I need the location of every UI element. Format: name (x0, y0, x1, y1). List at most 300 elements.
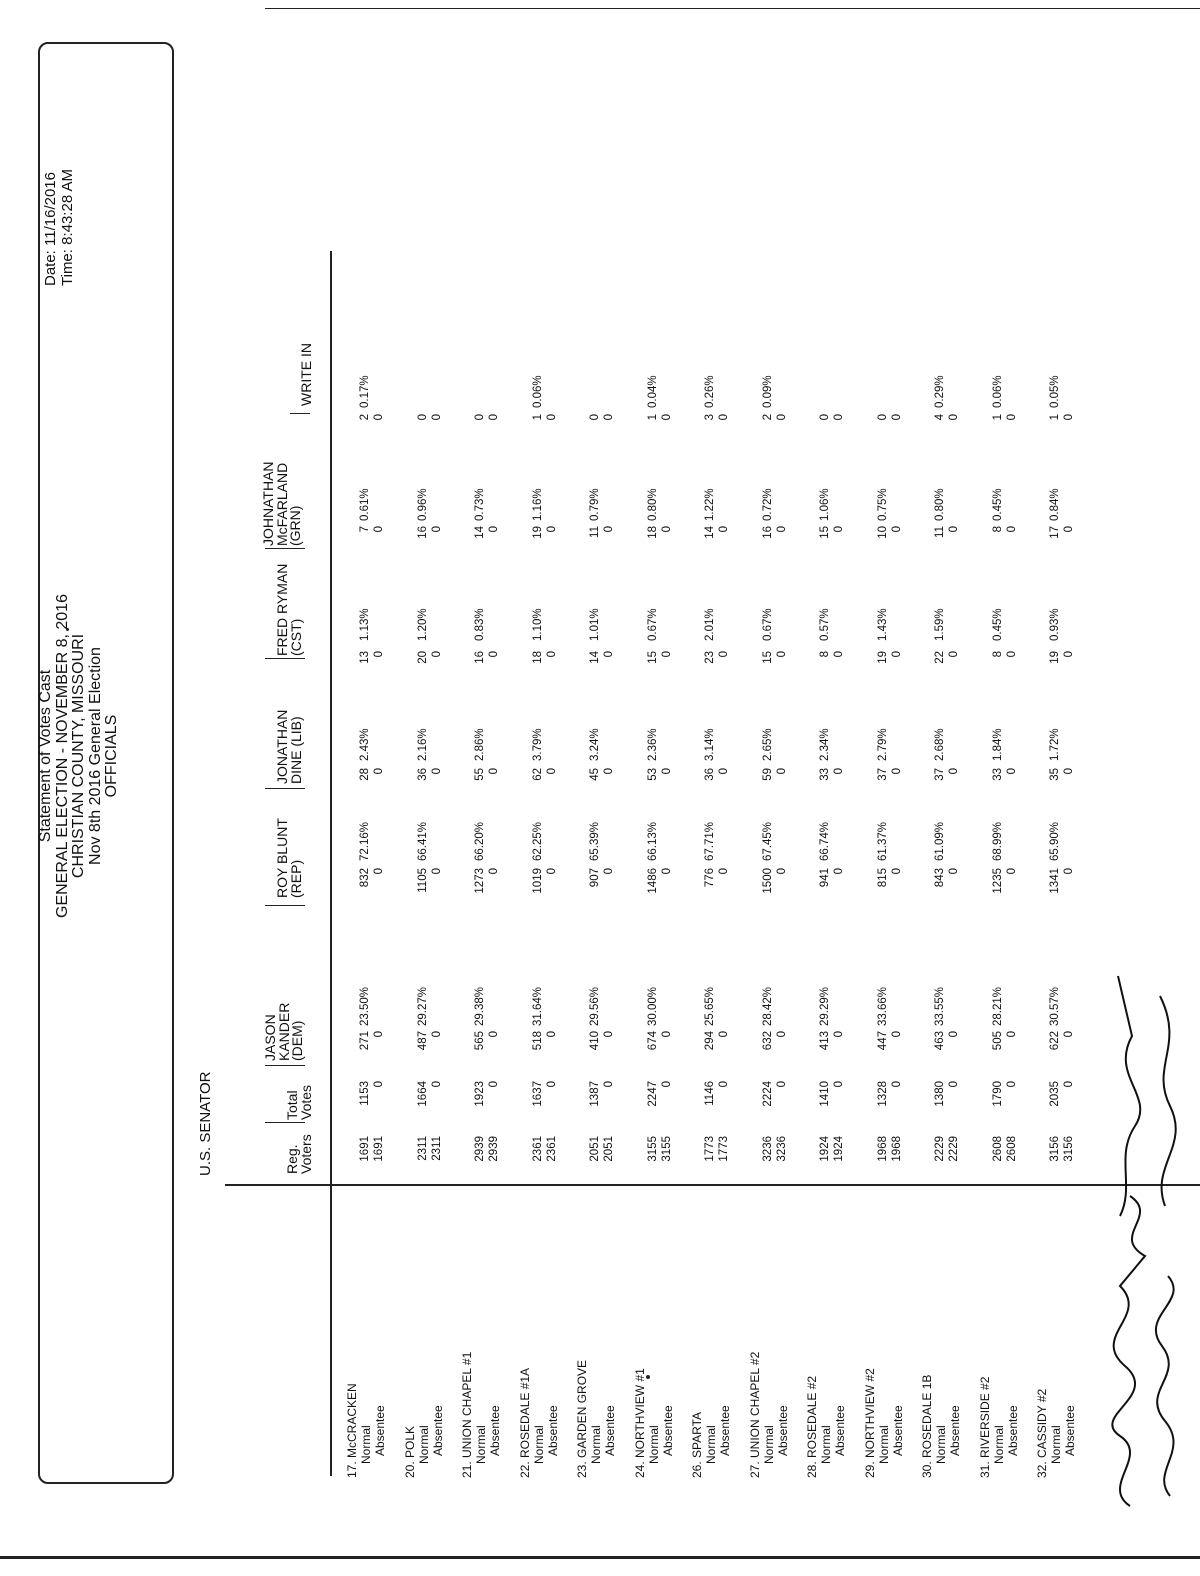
reg-voters-cell: 2608 (991, 1136, 1004, 1162)
kander-percent-cell: 29.38% (474, 986, 486, 1026)
kander-votes-cell: 622 (1049, 1031, 1061, 1051)
reg-voters-cell: 1924 (819, 1136, 831, 1162)
col-separator (265, 1122, 305, 1123)
mcfarland-votes-absentee-cell: 0 (373, 526, 385, 533)
dine-votes-absentee-cell: 0 (948, 768, 960, 775)
mcfarland-votes-cell: 8 (991, 526, 1004, 533)
absentee-label: Absentee (1063, 1405, 1077, 1456)
dine-votes-cell: 36 (416, 768, 429, 781)
total-votes-cell: 1146 (704, 1081, 716, 1106)
ryman-votes-cell: 20 (416, 651, 429, 664)
normal-label: Normal (474, 1425, 488, 1464)
writein-votes-absentee-cell: 0 (430, 414, 443, 421)
writein-votes-absentee-cell: 0 (603, 414, 615, 421)
ryman-votes-cell: 15 (761, 651, 774, 664)
writein-votes-cell: 1 (991, 414, 1004, 421)
report-subtitle: Nov 8th 2016 General Election (86, 647, 104, 865)
normal-label: Normal (1049, 1425, 1063, 1464)
blunt-votes-absentee-cell: 0 (373, 868, 385, 875)
blunt-votes-cell: 941 (819, 868, 831, 888)
writein-votes-cell: 0 (416, 414, 429, 421)
writein-votes-cell: 0 (819, 414, 831, 421)
mcfarland-percent-cell: 0.73% (474, 488, 486, 521)
writein-votes-absentee-cell: 0 (718, 414, 730, 421)
blunt-percent-cell: 68.99% (991, 821, 1004, 861)
dine-votes-cell: 62 (531, 768, 544, 781)
ryman-percent-cell: 1.10% (531, 608, 544, 641)
normal-label: Normal (934, 1425, 948, 1464)
blunt-votes-absentee-cell: 0 (660, 868, 673, 875)
kander-votes-absentee-cell: 0 (1005, 1031, 1018, 1038)
dine-votes-cell: 33 (991, 768, 1004, 781)
dine-percent-cell: 2.79% (876, 728, 889, 761)
blunt-votes-cell: 1105 (416, 868, 429, 893)
mcfarland-votes-absentee-cell: 0 (545, 526, 558, 533)
mcfarland-votes-absentee-cell: 0 (1005, 526, 1018, 533)
reg-voters-absentee-cell: 2051 (603, 1136, 615, 1162)
kander-percent-cell: 33.55% (934, 986, 946, 1026)
writein-votes-cell: 2 (761, 414, 774, 421)
normal-label: Normal (819, 1425, 833, 1464)
dine-votes-absentee-cell: 0 (545, 768, 558, 775)
kander-percent-cell: 29.56% (589, 986, 601, 1026)
writein-votes-cell: 1 (1049, 414, 1061, 421)
report-type: OFFICIALS (103, 714, 120, 798)
mcfarland-percent-cell: 1.22% (704, 488, 716, 521)
reg-voters-absentee-cell: 2229 (948, 1136, 960, 1162)
writein-votes-cell: 0 (589, 414, 601, 421)
dine-votes-absentee-cell: 0 (718, 768, 730, 775)
mcfarland-votes-cell: 16 (761, 526, 774, 539)
absentee-label: Absentee (430, 1405, 445, 1456)
absentee-label: Absentee (660, 1405, 675, 1456)
dine-votes-cell: 37 (934, 768, 946, 781)
writein-votes-absentee-cell: 0 (488, 414, 500, 421)
reg-voters-absentee-cell: 3236 (775, 1136, 788, 1162)
dine-votes-absentee-cell: 0 (890, 768, 903, 775)
col-header-write-in: WRITE IN (298, 343, 314, 406)
blunt-percent-cell: 66.74% (819, 821, 831, 861)
kander-votes-absentee-cell: 0 (488, 1031, 500, 1038)
kander-percent-cell: 29.27% (416, 986, 429, 1026)
report-datetime (42, 169, 76, 286)
normal-label: Normal (646, 1425, 661, 1464)
blunt-votes-cell: 1341 (1049, 868, 1061, 894)
writein-percent-cell: 0.06% (531, 375, 544, 408)
ryman-votes-cell: 23 (704, 651, 716, 664)
blunt-votes-cell: 1500 (761, 868, 774, 894)
total-votes-cell: 1380 (934, 1081, 946, 1107)
absentee-label: Absentee (833, 1405, 847, 1456)
absentee-label: Absentee (775, 1405, 790, 1456)
kander-votes-cell: 271 (359, 1031, 371, 1051)
dine-votes-absentee-cell: 0 (603, 768, 615, 775)
mcfarland-percent-cell: 0.79% (589, 488, 601, 521)
reg-voters-absentee-cell: 1773 (718, 1136, 730, 1162)
total-votes-absentee-cell: 0 (545, 1081, 558, 1088)
dine-votes-absentee-cell: 0 (488, 768, 500, 775)
col-separator (265, 905, 305, 906)
precinct-row (805, 1376, 847, 1478)
total-votes-cell: 1328 (876, 1081, 889, 1107)
col-separator (290, 413, 310, 414)
ryman-votes-cell: 15 (646, 651, 659, 664)
reg-voters-cell: 1773 (704, 1136, 716, 1162)
mcfarland-votes-absentee-cell: 0 (948, 526, 960, 533)
dine-votes-absentee-cell: 0 (1005, 768, 1018, 775)
reg-voters-absentee-cell: 3156 (1063, 1136, 1075, 1162)
mcfarland-percent-cell: 1.06% (819, 488, 831, 521)
reg-voters-absentee-cell: 1968 (890, 1136, 903, 1162)
total-votes-cell: 1637 (531, 1081, 544, 1107)
ryman-percent-cell: 2.01% (704, 608, 716, 641)
mcfarland-votes-cell: 7 (359, 526, 371, 533)
precinct-row (920, 1375, 962, 1478)
writein-percent-cell: 0.05% (1049, 375, 1061, 408)
precinct-row (863, 1368, 905, 1478)
writein-votes-absentee-cell: 0 (948, 414, 960, 421)
ryman-votes-cell: 19 (1049, 651, 1061, 664)
kander-votes-cell: 410 (589, 1031, 601, 1051)
mcfarland-votes-cell: 16 (416, 526, 429, 539)
total-votes-absentee-cell: 0 (488, 1081, 500, 1088)
dine-votes-cell: 53 (646, 768, 659, 781)
blunt-votes-cell: 907 (589, 868, 601, 888)
normal-label: Normal (876, 1425, 891, 1464)
dine-percent-cell: 2.65% (761, 728, 774, 761)
blunt-percent-cell: 67.45% (761, 821, 774, 861)
blunt-votes-absentee-cell: 0 (545, 868, 558, 875)
reg-voters-cell: 3155 (646, 1136, 659, 1162)
ryman-votes-absentee-cell: 0 (775, 651, 788, 658)
blunt-votes-absentee-cell: 0 (430, 868, 443, 875)
blunt-percent-cell: 65.39% (589, 821, 601, 861)
reg-voters-cell: 2361 (531, 1136, 544, 1162)
ryman-percent-cell: 0.57% (819, 608, 831, 641)
precinct-name: 17. McCRACKEN (345, 1383, 359, 1478)
kander-votes-absentee-cell: 0 (948, 1031, 960, 1038)
reg-voters-absentee-cell: 3155 (660, 1136, 673, 1162)
mcfarland-votes-cell: 18 (646, 526, 659, 539)
total-votes-absentee-cell: 0 (890, 1081, 903, 1088)
total-votes-cell: 1664 (416, 1081, 429, 1107)
kander-percent-cell: 30.57% (1049, 986, 1061, 1026)
reg-voters-cell: 2229 (934, 1136, 946, 1162)
mcfarland-percent-cell: 1.16% (531, 488, 544, 521)
precinct-row (460, 1352, 502, 1478)
kander-votes-absentee-cell: 0 (373, 1031, 385, 1038)
reg-voters-cell: 2051 (589, 1136, 601, 1162)
dine-votes-absentee-cell: 0 (833, 768, 845, 775)
blunt-votes-absentee-cell: 0 (890, 868, 903, 875)
blunt-percent-cell: 65.90% (1049, 821, 1061, 861)
ryman-votes-absentee-cell: 0 (948, 651, 960, 658)
kander-votes-absentee-cell: 0 (890, 1031, 903, 1038)
precinct-name: 21. UNION CHAPEL #1 (460, 1351, 474, 1478)
dine-votes-cell: 28 (359, 768, 371, 781)
kander-votes-absentee-cell: 0 (1063, 1031, 1075, 1038)
writein-votes-cell: 1 (531, 414, 544, 421)
dine-votes-absentee-cell: 0 (373, 768, 385, 775)
blunt-votes-absentee-cell: 0 (1005, 868, 1018, 875)
total-votes-absentee-cell: 0 (775, 1081, 788, 1088)
reg-voters-cell: 1691 (359, 1136, 371, 1162)
absentee-label: Absentee (488, 1405, 502, 1456)
blunt-votes-absentee-cell: 0 (603, 868, 615, 875)
normal-label: Normal (991, 1425, 1006, 1464)
normal-label: Normal (416, 1425, 431, 1464)
absentee-label: Absentee (948, 1405, 962, 1456)
normal-label: Normal (589, 1425, 603, 1464)
precinct-row (748, 1352, 790, 1478)
col-header-blunt: ROY BLUNT (REP) (274, 818, 304, 898)
ryman-votes-absentee-cell: 0 (890, 651, 903, 658)
mcfarland-votes-absentee-cell: 0 (890, 526, 903, 533)
dine-votes-absentee-cell: 0 (660, 768, 673, 775)
kander-votes-absentee-cell: 0 (545, 1031, 558, 1038)
writein-votes-cell: 0 (474, 414, 486, 421)
dine-votes-cell: 33 (819, 768, 831, 781)
col-header-dine: JONATHAN DINE (LIB) (274, 709, 304, 784)
header-underline (330, 251, 332, 1476)
blunt-votes-cell: 832 (359, 868, 371, 888)
mcfarland-votes-absentee-cell: 0 (833, 526, 845, 533)
blunt-votes-cell: 776 (704, 868, 716, 888)
dine-percent-cell: 2.43% (359, 728, 371, 761)
mcfarland-percent-cell: 0.61% (359, 488, 371, 521)
ryman-percent-cell: 1.59% (934, 608, 946, 641)
kander-votes-absentee-cell: 0 (603, 1031, 615, 1038)
report-time: Time: 8:43:28 AM (59, 169, 76, 286)
mcfarland-votes-absentee-cell: 0 (603, 526, 615, 533)
absentee-label: Absentee (373, 1405, 387, 1456)
dine-percent-cell: 3.24% (589, 728, 601, 761)
normal-label: Normal (531, 1425, 546, 1464)
reg-voters-cell: 2939 (474, 1136, 486, 1162)
col-header-kander: JASON KANDER (DEM) (262, 1002, 305, 1061)
mcfarland-percent-cell: 0.72% (761, 488, 774, 521)
election-name: GENERAL ELECTION - NOVEMBER 8, 2016 (53, 594, 71, 918)
writein-percent-cell: 0.29% (934, 375, 946, 408)
mcfarland-votes-cell: 14 (474, 526, 486, 539)
writein-votes-cell: 1 (646, 414, 659, 421)
dine-percent-cell: 2.34% (819, 728, 831, 761)
ryman-percent-cell: 1.20% (416, 608, 429, 641)
mcfarland-votes-cell: 17 (1049, 526, 1061, 539)
absentee-label: Absentee (603, 1405, 617, 1456)
ryman-votes-absentee-cell: 0 (660, 651, 673, 658)
report-title: Statement of Votes Cast (37, 669, 54, 843)
precinct-name: 31. RIVERSIDE #2 (977, 1376, 992, 1478)
kander-percent-cell: 25.65% (704, 986, 716, 1026)
dine-votes-cell: 37 (876, 768, 889, 781)
mcfarland-votes-absentee-cell: 0 (430, 526, 443, 533)
ryman-percent-cell: 0.45% (991, 608, 1004, 641)
kander-percent-cell: 28.42% (761, 986, 774, 1026)
blunt-votes-absentee-cell: 0 (488, 868, 500, 875)
precinct-name: 30. ROSEDALE 1B (920, 1374, 934, 1478)
total-votes-cell: 1387 (589, 1081, 601, 1107)
total-votes-cell: 2224 (761, 1081, 774, 1107)
ryman-votes-absentee-cell: 0 (1063, 651, 1075, 658)
precinct-name: 23. GARDEN GROVE (575, 1359, 589, 1478)
kander-percent-cell: 31.64% (531, 986, 544, 1026)
col-header-reg-voters: Reg. Voters (284, 1134, 314, 1174)
ryman-votes-cell: 22 (934, 651, 946, 664)
blunt-percent-cell: 66.20% (474, 821, 486, 861)
mcfarland-votes-cell: 10 (876, 526, 889, 539)
ryman-votes-absentee-cell: 0 (718, 651, 730, 658)
reg-voters-absentee-cell: 1691 (373, 1136, 385, 1162)
total-votes-cell: 1923 (474, 1081, 486, 1107)
writein-votes-absentee-cell: 0 (545, 414, 558, 421)
ryman-votes-cell: 14 (589, 651, 601, 664)
mcfarland-votes-cell: 14 (704, 526, 716, 539)
normal-label: Normal (359, 1425, 373, 1464)
kander-votes-cell: 505 (991, 1031, 1004, 1051)
col-separator (265, 788, 305, 789)
blunt-percent-cell: 66.41% (416, 821, 429, 861)
precinct-name: 27. UNION CHAPEL #2 (747, 1351, 762, 1478)
absentee-label: Absentee (545, 1405, 560, 1456)
writein-votes-absentee-cell: 0 (373, 414, 385, 421)
ryman-votes-cell: 13 (359, 651, 371, 664)
reg-voters-absentee-cell: 2939 (488, 1136, 500, 1162)
blunt-percent-cell: 61.37% (876, 821, 889, 861)
reg-voters-absentee-cell: 1924 (833, 1136, 845, 1162)
mcfarland-votes-absentee-cell: 0 (775, 526, 788, 533)
reg-voters-cell: 3156 (1049, 1136, 1061, 1162)
dine-percent-cell: 3.79% (531, 728, 544, 761)
blunt-votes-cell: 1019 (531, 868, 544, 894)
ryman-votes-absentee-cell: 0 (833, 651, 845, 658)
report-header (38, 476, 121, 1036)
mcfarland-votes-absentee-cell: 0 (488, 526, 500, 533)
writein-percent-cell: 0.04% (646, 375, 659, 408)
precinct-name: 32. CASSIDY #2 (1035, 1388, 1049, 1478)
absentee-label: Absentee (890, 1405, 905, 1456)
writein-votes-absentee-cell: 0 (1063, 414, 1075, 421)
dine-percent-cell: 2.68% (934, 728, 946, 761)
blunt-votes-cell: 815 (876, 868, 889, 888)
kander-votes-cell: 463 (934, 1031, 946, 1051)
office-title: U.S. SENATOR (197, 1071, 214, 1176)
precinct-row (575, 1360, 617, 1478)
reg-voters-cell: 1968 (876, 1136, 889, 1162)
kander-votes-cell: 447 (876, 1031, 889, 1051)
precinct-row (1035, 1389, 1077, 1478)
ryman-votes-absentee-cell: 0 (373, 651, 385, 658)
kander-votes-absentee-cell: 0 (775, 1031, 788, 1038)
mcfarland-votes-cell: 19 (531, 526, 544, 539)
ryman-votes-cell: 18 (531, 651, 544, 664)
writein-percent-cell: 0.17% (359, 375, 371, 408)
normal-label: Normal (761, 1425, 776, 1464)
precinct-name: 24. NORTHVIEW #1 (632, 1368, 647, 1478)
col-header-ryman: FRED RYMAN (CST) (274, 563, 304, 656)
blunt-votes-absentee-cell: 0 (833, 868, 845, 875)
blunt-percent-cell: 62.25% (531, 821, 544, 861)
precinct-row (633, 1368, 675, 1478)
blunt-votes-absentee-cell: 0 (718, 868, 730, 875)
mcfarland-percent-cell: 0.45% (991, 488, 1004, 521)
writein-percent-cell: 0.26% (704, 375, 716, 408)
mcfarland-votes-absentee-cell: 0 (718, 526, 730, 533)
blunt-percent-cell: 61.09% (934, 821, 946, 861)
blunt-percent-cell: 67.71% (704, 821, 716, 861)
total-votes-cell: 1153 (359, 1081, 371, 1106)
ryman-percent-cell: 1.13% (359, 608, 371, 641)
reg-voters-cell: 3236 (761, 1136, 774, 1162)
precinct-row (978, 1377, 1020, 1478)
precinct-row (690, 1405, 732, 1478)
blunt-votes-absentee-cell: 0 (948, 868, 960, 875)
ryman-percent-cell: 0.67% (646, 608, 659, 641)
ryman-votes-cell: 16 (474, 651, 486, 664)
precinct-divider (225, 1185, 1200, 1187)
kander-percent-cell: 28.21% (991, 986, 1004, 1026)
mcfarland-votes-absentee-cell: 0 (660, 526, 673, 533)
writein-votes-absentee-cell: 0 (1005, 414, 1018, 421)
col-separator (265, 658, 305, 659)
kander-votes-absentee-cell: 0 (833, 1031, 845, 1038)
dine-percent-cell: 2.36% (646, 728, 659, 761)
total-votes-absentee-cell: 0 (373, 1081, 385, 1088)
writein-votes-absentee-cell: 0 (660, 414, 673, 421)
ryman-votes-cell: 8 (991, 651, 1004, 658)
ryman-votes-absentee-cell: 0 (603, 651, 615, 658)
precinct-name: 29. NORTHVIEW #2 (862, 1368, 877, 1478)
normal-label: Normal (704, 1425, 718, 1464)
precinct-row (345, 1383, 387, 1478)
dine-percent-cell: 1.72% (1049, 728, 1061, 761)
total-votes-absentee-cell: 0 (1005, 1081, 1018, 1088)
kander-votes-cell: 632 (761, 1031, 774, 1051)
dine-percent-cell: 2.86% (474, 728, 486, 761)
total-votes-cell: 2247 (646, 1081, 659, 1107)
total-votes-absentee-cell: 0 (603, 1081, 615, 1088)
dine-votes-cell: 55 (474, 768, 486, 781)
kander-votes-cell: 487 (416, 1031, 429, 1051)
total-votes-cell: 1410 (819, 1081, 831, 1107)
total-votes-absentee-cell: 0 (718, 1081, 730, 1088)
total-votes-absentee-cell: 0 (660, 1081, 673, 1088)
kander-votes-absentee-cell: 0 (660, 1031, 673, 1038)
mcfarland-percent-cell: 0.80% (934, 488, 946, 521)
ryman-votes-absentee-cell: 0 (545, 651, 558, 658)
blunt-votes-cell: 1486 (646, 868, 659, 894)
precinct-name: 28. ROSEDALE #2 (805, 1375, 819, 1478)
writein-votes-cell: 4 (934, 414, 946, 421)
mcfarland-percent-cell: 0.84% (1049, 488, 1061, 521)
kander-votes-cell: 674 (646, 1031, 659, 1051)
blunt-percent-cell: 66.13% (646, 821, 659, 861)
mcfarland-votes-cell: 11 (589, 526, 601, 538)
writein-votes-absentee-cell: 0 (775, 414, 788, 421)
kander-percent-cell: 29.29% (819, 986, 831, 1026)
dine-votes-cell: 36 (704, 768, 716, 781)
signatures (1090, 956, 1200, 1516)
total-votes-absentee-cell: 0 (430, 1081, 443, 1088)
writein-votes-absentee-cell: 0 (890, 414, 903, 421)
writein-percent-cell: 0.09% (761, 375, 774, 408)
precinct-name: 20. POLK (402, 1425, 417, 1478)
ryman-percent-cell: 0.83% (474, 608, 486, 641)
dine-votes-cell: 35 (1049, 768, 1061, 781)
mcfarland-votes-absentee-cell: 0 (1063, 526, 1075, 533)
dine-votes-absentee-cell: 0 (1063, 768, 1075, 775)
col-header-total-votes: Total Votes (284, 1084, 314, 1120)
